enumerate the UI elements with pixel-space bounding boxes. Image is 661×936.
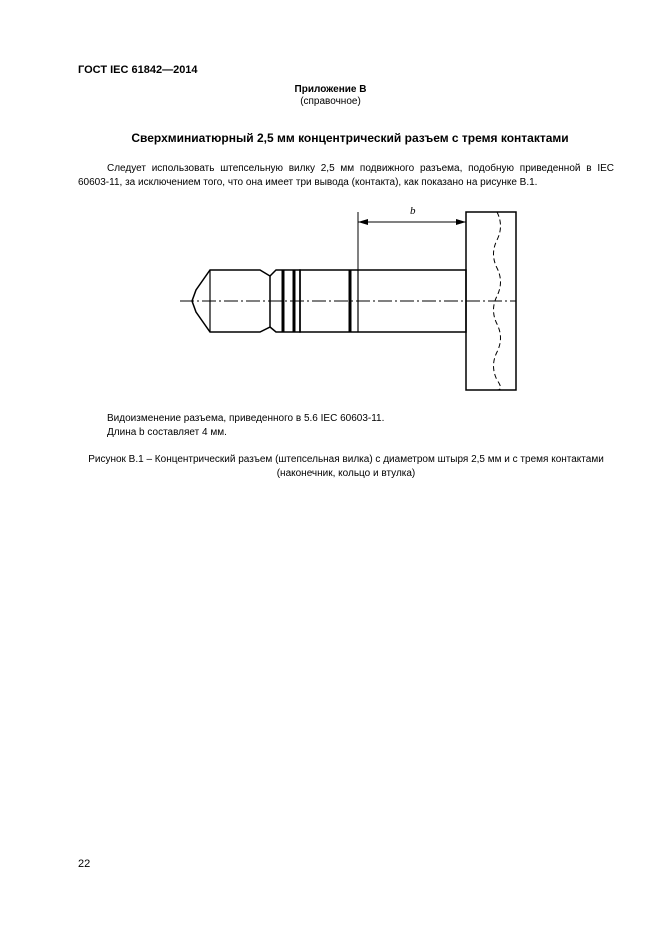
annex-title: Приложение В	[294, 84, 367, 95]
body-paragraph-text: Следует использовать штепсельную вилку 2,5 мм подвижного разъема, подобную приведенной в IEC 60603-11, за исключением того, что она имеет три вывода (контакта), как показано на рисунке В.1.	[78, 163, 614, 188]
document-header: ГОСТ IEC 61842—2014	[78, 64, 198, 76]
section-title: Сверхминиатюрный 2,5 мм концентрический разъем с тремя контактами	[131, 131, 569, 145]
figure-note	[107, 412, 384, 440]
dimension-arrow-right	[456, 219, 466, 225]
annex-status: (справочное)	[300, 96, 361, 107]
figure-note-line-1: Видоизменение разъема, приведенного в 5.6 IEC 60603-11.	[107, 413, 385, 424]
dimension-arrow-left	[358, 219, 368, 225]
dimension-label: b	[410, 205, 416, 217]
figure-caption: Рисунок В.1 – Концентрический разъем (штепсельная вилка) с диаметром штыря 2,5 мм и с тремя контактами (наконечник, кольцо и втулка)	[88, 454, 604, 479]
page-number: 22	[78, 858, 91, 870]
figure-note-line-2: Длина b составляет 4 мм.	[107, 427, 227, 438]
